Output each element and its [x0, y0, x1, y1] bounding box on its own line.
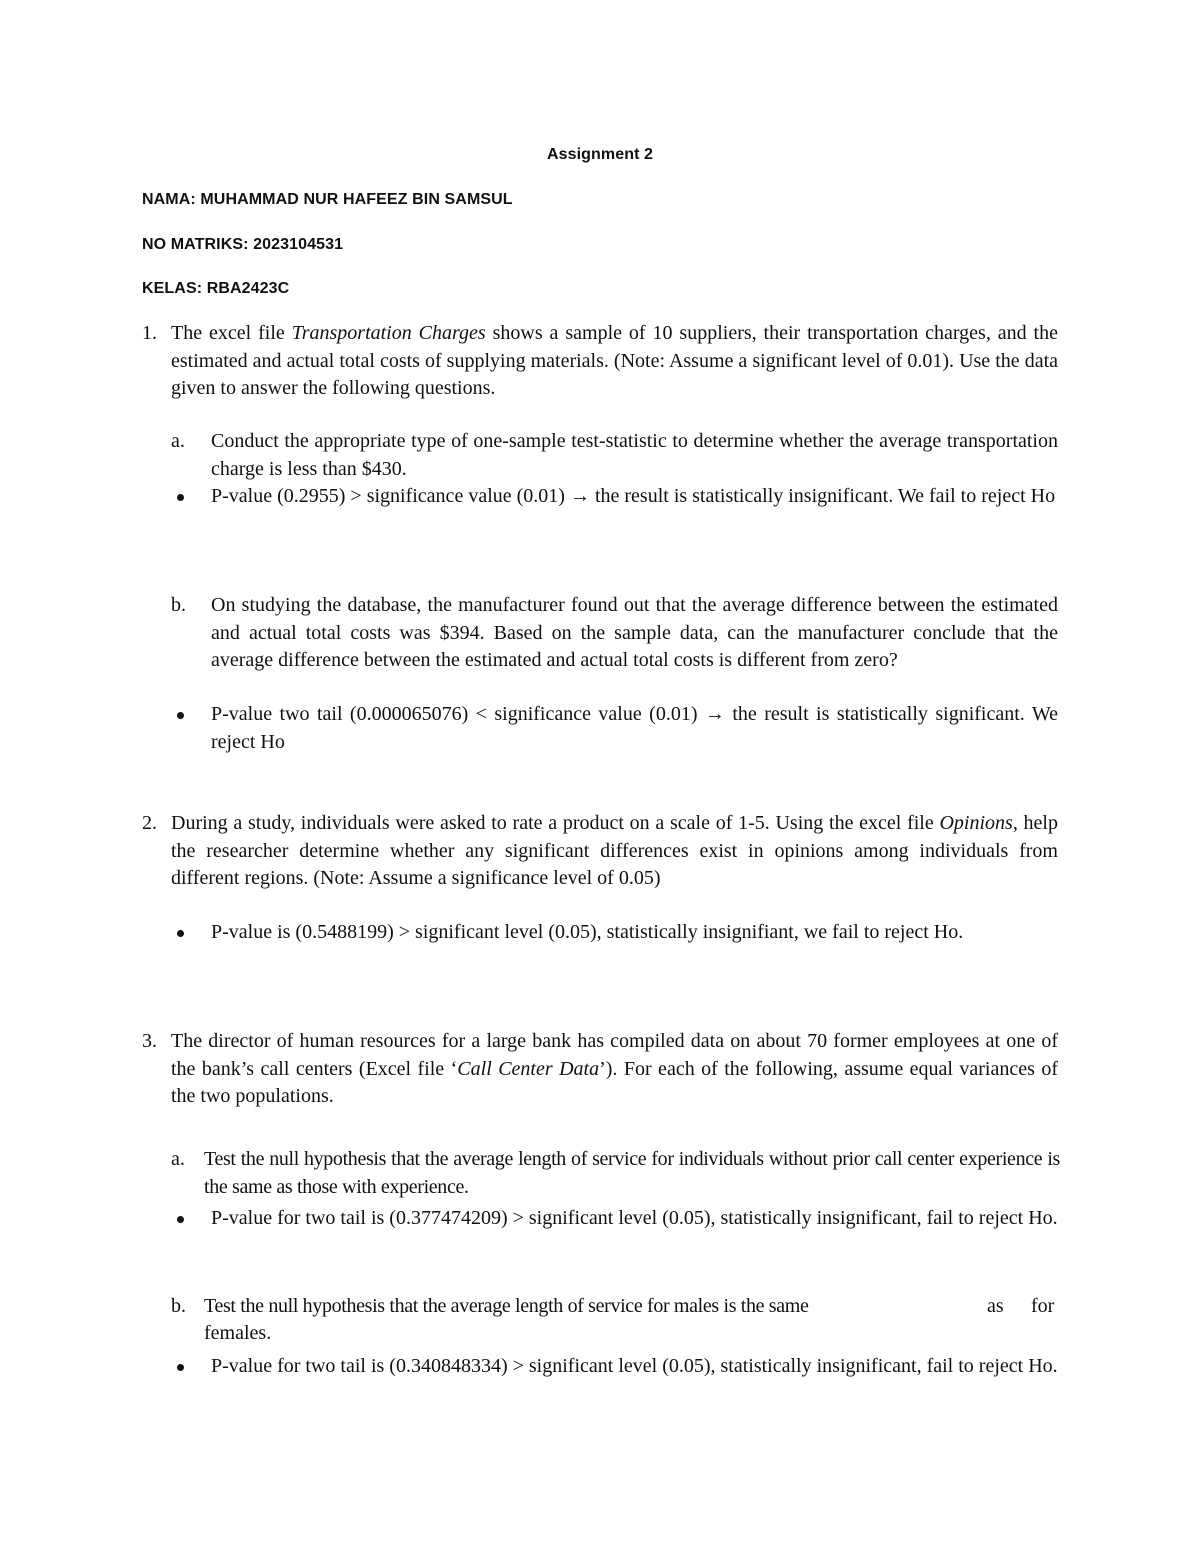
question-3a-label: a. — [171, 1148, 185, 1170]
question-3a-text: Test the null hypothesis that the average length of service for individuals without prior call center experience is the same as those with experience. — [204, 1148, 1060, 1198]
question-1b-text: On studying the database, the manufacturer found out that the average difference between the estimated and actual total costs was $394. Based on the sample data, can the manufacturer conclude that the average difference between the estimated and actual total costs is different from zero? — [211, 594, 1058, 671]
question-3-text-after: ’). For each of the following, assume equal variances of the two populations. — [171, 1057, 1058, 1107]
student-name: NAMA: MUHAMMAD NUR HAFEEZ BIN SAMSUL — [142, 191, 513, 208]
question-3b-word-as: as — [987, 1295, 1004, 1317]
bullet-icon — [177, 1216, 184, 1223]
bullet-icon — [177, 494, 184, 501]
question-2-file-name: Opinions — [939, 812, 1013, 834]
question-1-number: 1. — [142, 322, 157, 344]
question-1a-answer: P-value (0.2955) > significance value (0.01) → the result is statistically insignificant. We fail to reject Ho — [211, 485, 1056, 507]
question-3b-label: b. — [171, 1295, 186, 1317]
question-1b-label: b. — [171, 594, 186, 616]
question-2-answer: P-value is (0.5488199) > significant level (0.05), statistically insignifiant, we fail to reject Ho. — [211, 921, 964, 943]
bullet-icon — [177, 712, 184, 719]
question-1a-text: Conduct the appropriate type of one-sample test-statistic to determine whether the average transportation charge is less than $430. — [211, 430, 1058, 480]
bullet-icon — [177, 1364, 184, 1371]
assignment-title: Assignment 2 — [546, 146, 654, 163]
question-3a-answer: P-value for two tail is (0.377474209) > significant level (0.05), statistically insignificant, fail to reject Ho. — [211, 1207, 1058, 1229]
question-3-text-before: The director of human resources for a large bank has compiled data on about 70 former employees at one of the bank’s call centers (Excel file ‘ — [171, 1030, 1058, 1080]
question-1b-answer: P-value two tail (0.000065076) < significance value (0.01) → the result is statistically significant. We reject Ho — [211, 703, 1058, 753]
class-code: KELAS: RBA2423C — [142, 280, 290, 297]
question-3b-text-line1: Test the null hypothesis that the average length of service for males is the same — [204, 1295, 809, 1317]
question-3-number: 3. — [142, 1030, 157, 1052]
question-1a-label: a. — [171, 430, 185, 452]
question-2-text-before: During a study, individuals were asked to rate a product on a scale of 1-5. Using the excel file — [171, 812, 940, 834]
question-3b-word-for: for — [1031, 1295, 1055, 1317]
bullet-icon — [177, 930, 184, 937]
question-3b-text-line2: females. — [204, 1322, 272, 1344]
question-2-text-after: , help the researcher determine whether any significant differences exist in opinions among individuals from different regions. (Note: Assume a significance level of 0.05) — [171, 812, 1058, 889]
question-1-text-before: The excel file — [171, 322, 292, 344]
question-1-text — [171, 320, 1058, 403]
question-2-number: 2. — [142, 812, 157, 834]
question-2-text — [171, 810, 1058, 893]
question-1-text-after: shows a sample of 10 suppliers, their transportation charges, and the estimated and actual total costs of supplying materials. (Note: Assume a significant level of 0.01). Use the data given to answer the following questions. — [171, 322, 1058, 399]
question-1-file-name: Transportation Charges — [291, 322, 486, 344]
question-3-text — [171, 1028, 1058, 1111]
question-3-file-name: Call Center Data — [457, 1057, 600, 1080]
question-3b-answer: P-value for two tail is (0.340848334) > significant level (0.05), statistically insignificant, fail to reject Ho. — [211, 1355, 1058, 1377]
matric-number: NO MATRIKS: 2023104531 — [142, 236, 344, 253]
